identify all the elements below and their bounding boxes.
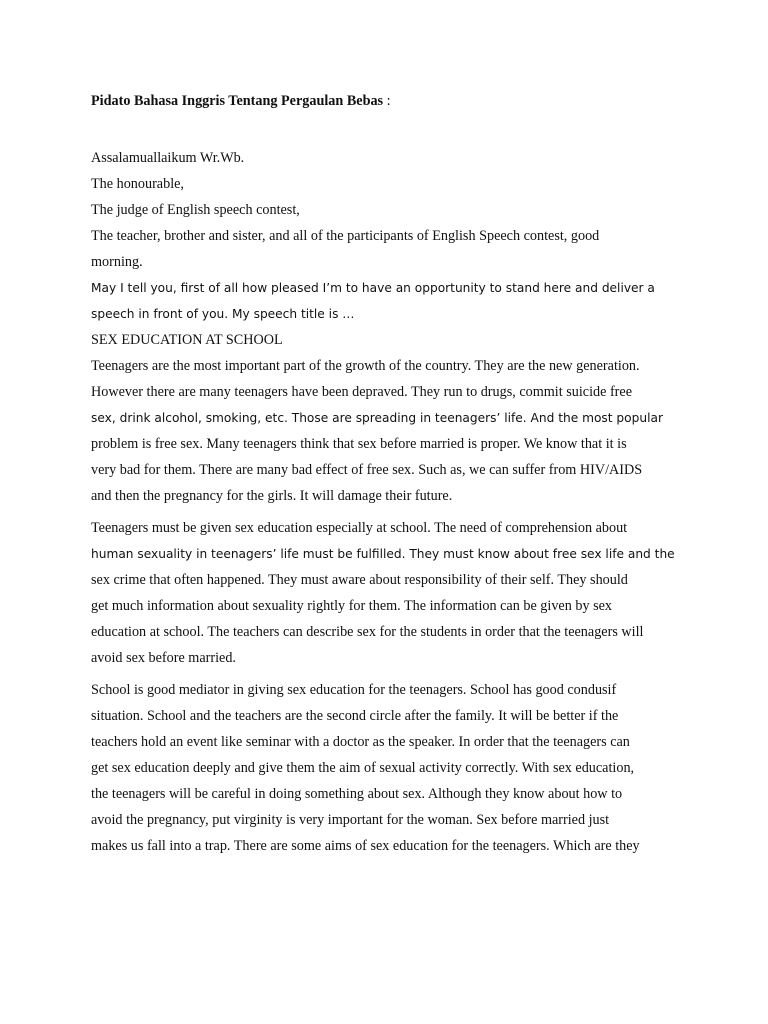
paragraph-2-line: get much information about sexuality rightly for them. The information can be given by sex <box>91 598 613 614</box>
paragraph-3-line: avoid the pregnancy, put virginity is very important for the woman. Sex before married just <box>91 812 610 828</box>
greeting-line: Assalamuallaikum Wr.Wb. <box>91 150 245 166</box>
document-title-text: Pidato Bahasa Inggris Tentang Pergaulan Bebas <box>91 93 384 109</box>
paragraph-1-line: problem is free sex. Many teenagers think that sex before married is proper. We know that it is <box>91 436 627 452</box>
greeting-line: The teacher, brother and sister, and all of the participants of English Speech contest, good <box>91 228 600 244</box>
paragraph-1-line: very bad for them. There are many bad effect of free sex. Such as, we can suffer from HIV/AIDS <box>91 462 643 478</box>
paragraph-3-line: makes us fall into a trap. There are some aims of sex education for the teenagers. Which are they <box>91 838 640 854</box>
paragraph-1-line: However there are many teenagers have been depraved. They run to drugs, commit suicide free <box>91 384 633 400</box>
paragraph-3-line: the teenagers will be careful in doing something about sex. Although they know about how to <box>91 786 623 802</box>
paragraph-2-line: sex crime that often happened. They must aware about responsibility of their self. They should <box>91 572 628 588</box>
paragraph-3-line: situation. School and the teachers are the second circle after the family. It will be better if the <box>91 708 619 724</box>
greeting-line: The judge of English speech contest, <box>91 202 300 218</box>
paragraph-2-line: avoid sex before married. <box>91 650 236 666</box>
greeting-line: May I tell you, first of all how pleased I’m to have an opportunity to stand here and deliver a <box>91 281 655 295</box>
paragraph-2-line: Teenagers must be given sex education especially at school. The need of comprehension about <box>91 520 628 536</box>
paragraph-3-line: teachers hold an event like seminar with a doctor as the speaker. In order that the teenagers can <box>91 734 630 750</box>
greeting-line: The honourable, <box>91 176 184 192</box>
paragraph-3-line: get sex education deeply and give them the aim of sexual activity correctly. With sex education, <box>91 760 635 776</box>
paragraph-1-line: Teenagers are the most important part of the growth of the country. They are the new generation. <box>91 358 640 374</box>
greeting-line: morning. <box>91 254 143 270</box>
speech-title: SEX EDUCATION AT SCHOOL <box>91 332 283 348</box>
paragraph-3-line: School is good mediator in giving sex education for the teenagers. School has good condusif <box>91 682 617 698</box>
paragraph-1-line: sex, drink alcohol, smoking, etc. Those are spreading in teenagers’ life. And the most popular <box>91 411 663 425</box>
document-title <box>91 92 391 110</box>
paragraph-2-line: human sexuality in teenagers’ life must be fulfilled. They must know about free sex life and the <box>91 547 675 561</box>
greeting-line: speech in front of you. My speech title is … <box>91 307 355 321</box>
paragraph-1-line: and then the pregnancy for the girls. It will damage their future. <box>91 488 453 504</box>
document-title-suffix: : <box>383 93 391 109</box>
paragraph-2-line: education at school. The teachers can describe sex for the students in order that the teenagers will <box>91 624 644 640</box>
